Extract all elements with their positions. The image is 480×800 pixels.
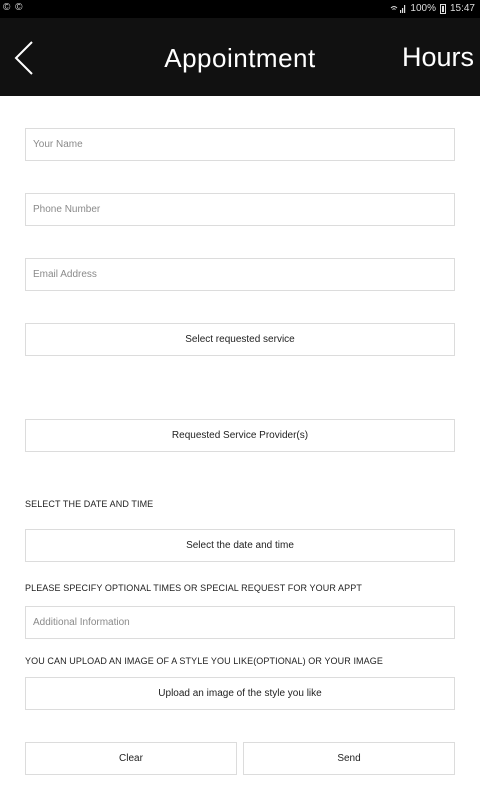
app-bar: [0, 18, 480, 96]
status-time: 15:47: [449, 3, 475, 14]
phone-input[interactable]: [26, 194, 454, 225]
upload-section-label: YOU CAN UPLOAD AN IMAGE OF A STYLE YOU LIKE(OPTIONAL) OR YOUR IMAGE: [25, 656, 383, 666]
notification-icons: © ©: [3, 2, 24, 13]
clear-button[interactable]: Clear: [25, 742, 237, 775]
status-bar: [0, 0, 480, 18]
date-section-label: SELECT THE DATE AND TIME: [25, 499, 154, 509]
upload-image-button[interactable]: Upload an image of the style you like: [25, 677, 455, 710]
select-date-time-button[interactable]: Select the date and time: [25, 529, 455, 562]
additional-info-input[interactable]: [26, 607, 454, 638]
page-title: Appointment: [164, 43, 316, 73]
status-indicators: [390, 3, 475, 14]
name-field-container: [25, 128, 455, 161]
wifi-signal-icon: [390, 4, 406, 13]
phone-field-container: [25, 193, 455, 226]
send-button[interactable]: Send: [243, 742, 455, 775]
name-input[interactable]: [26, 129, 454, 160]
email-input[interactable]: [26, 259, 454, 290]
optional-times-label: PLEASE SPECIFY OPTIONAL TIMES OR SPECIAL REQUEST FOR YOUR APPT: [25, 583, 362, 593]
email-field-container: [25, 258, 455, 291]
hours-button[interactable]: Hours: [401, 42, 474, 72]
battery-icon: [440, 4, 446, 14]
select-service-button[interactable]: Select requested service: [25, 323, 455, 356]
additional-info-container: [25, 606, 455, 639]
battery-percent: 100%: [410, 3, 436, 14]
service-provider-button[interactable]: Requested Service Provider(s): [25, 419, 455, 452]
